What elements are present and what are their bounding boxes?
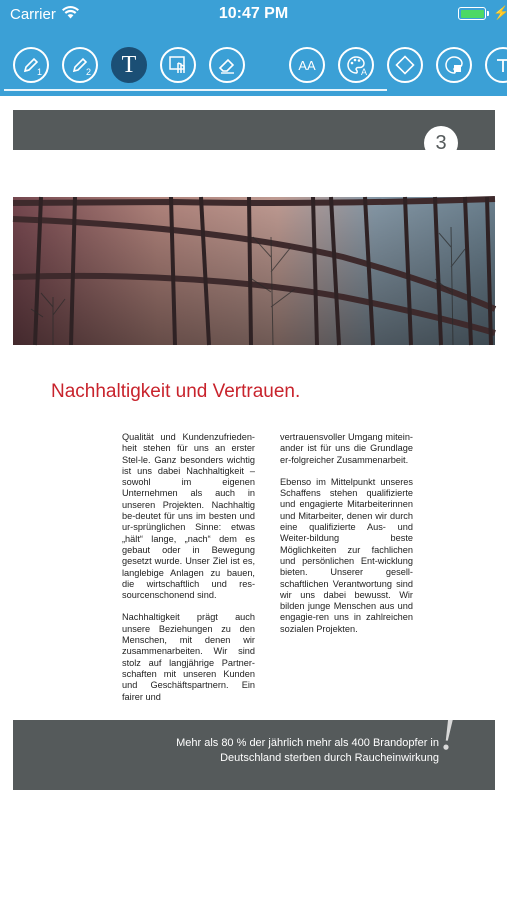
font-size-icon[interactable]: AA xyxy=(289,47,325,83)
annotation-toolbar xyxy=(0,44,507,90)
text-tool-icon[interactable]: T xyxy=(111,47,147,83)
paragraph: Ebenso im Mittelpunkt unseres Schaffens stehen qualifizierte und engagierte Mitarbeiterinnen und Mitarbeiter, denen wir durch eine qualifizierte Aus- und Weiter-bildung beste Möglichkeiten zur fachlichen und persönlichen Ent-wicklung bieten. Unserer gesell-schaftlichen Verantwortung sind wir uns dabei bewusst. Wir bilden junge Menschen aus und engagie-ren uns in zahlreichen sozialen Projekten. xyxy=(280,476,413,634)
paragraph: Nachhaltigkeit prägt auch unsere Beziehungen zu den Menschen, mit denen wir zusammenarbeiten. Wir sind stolz auf langjährige Partner-schaften mit unseren Kunden und Geschäftspartnern. Ein fairer und xyxy=(122,612,255,702)
hand-select-icon[interactable] xyxy=(160,47,196,83)
eraser-icon[interactable] xyxy=(209,47,245,83)
status-time: 10:47 PM xyxy=(218,5,289,22)
page-header-bar xyxy=(13,110,495,150)
pen-2-label: 2 xyxy=(85,67,91,77)
pen-1-icon[interactable] xyxy=(13,47,49,83)
toolbar-scroll-indicator[interactable] xyxy=(4,89,387,91)
building-facade-image xyxy=(13,197,495,345)
palette-fill-icon[interactable] xyxy=(436,47,472,83)
footer-line-2: Deutschland sterben durch Raucheinwirkung xyxy=(220,752,439,764)
charging-icon: ⚡ xyxy=(493,5,510,20)
shape-icon[interactable] xyxy=(387,47,423,83)
footer-fact xyxy=(119,736,439,766)
more-tools-icon[interactable] xyxy=(485,47,521,83)
section-heading: Nachhaltigkeit und Vertrauen. xyxy=(51,381,301,402)
top-bar xyxy=(0,0,510,96)
palette-text-icon[interactable] xyxy=(338,47,374,83)
status-bar xyxy=(0,0,510,30)
paragraph: vertrauensvoller Umgang mitein-ander ist für uns die Grundlage er-folgreicher Zusammenarbeit. xyxy=(280,432,413,465)
battery-tip xyxy=(487,11,489,16)
text-column-right xyxy=(280,432,413,646)
pen-2-icon[interactable] xyxy=(62,47,98,83)
page-number: 3 xyxy=(424,126,458,160)
footer-line-1: Mehr als 80 % der jährlich mehr als 400 Brandopfer in xyxy=(176,737,439,749)
footer-bar xyxy=(13,720,495,790)
text-column-left xyxy=(122,432,255,714)
palette-text-label: A xyxy=(360,67,367,77)
exclamation-mark: ! xyxy=(440,710,455,759)
pen-1-label: 1 xyxy=(36,67,42,77)
paragraph: Qualität und Kundenzufrieden-heit stehen für uns an erster Stel-le. Ganz besonders wichtig ist uns dabei Nachhaltigkeit – sowohl im eigenen Unternehmen als auch in unseren Projekten. Nachhaltig be-deutet für uns im besten und ur-sprünglichen Sinne: etwas „hält“ lange, „nach“ dem es gebaut oder in Bewegung gesetzt wurde. Unser Ziel ist es, langlebige Anlagen zu bauen, die wirtschaftlich und res-sourcenschonend sind. xyxy=(122,432,255,601)
carrier-label: Carrier xyxy=(10,6,56,23)
battery-icon xyxy=(458,7,486,20)
